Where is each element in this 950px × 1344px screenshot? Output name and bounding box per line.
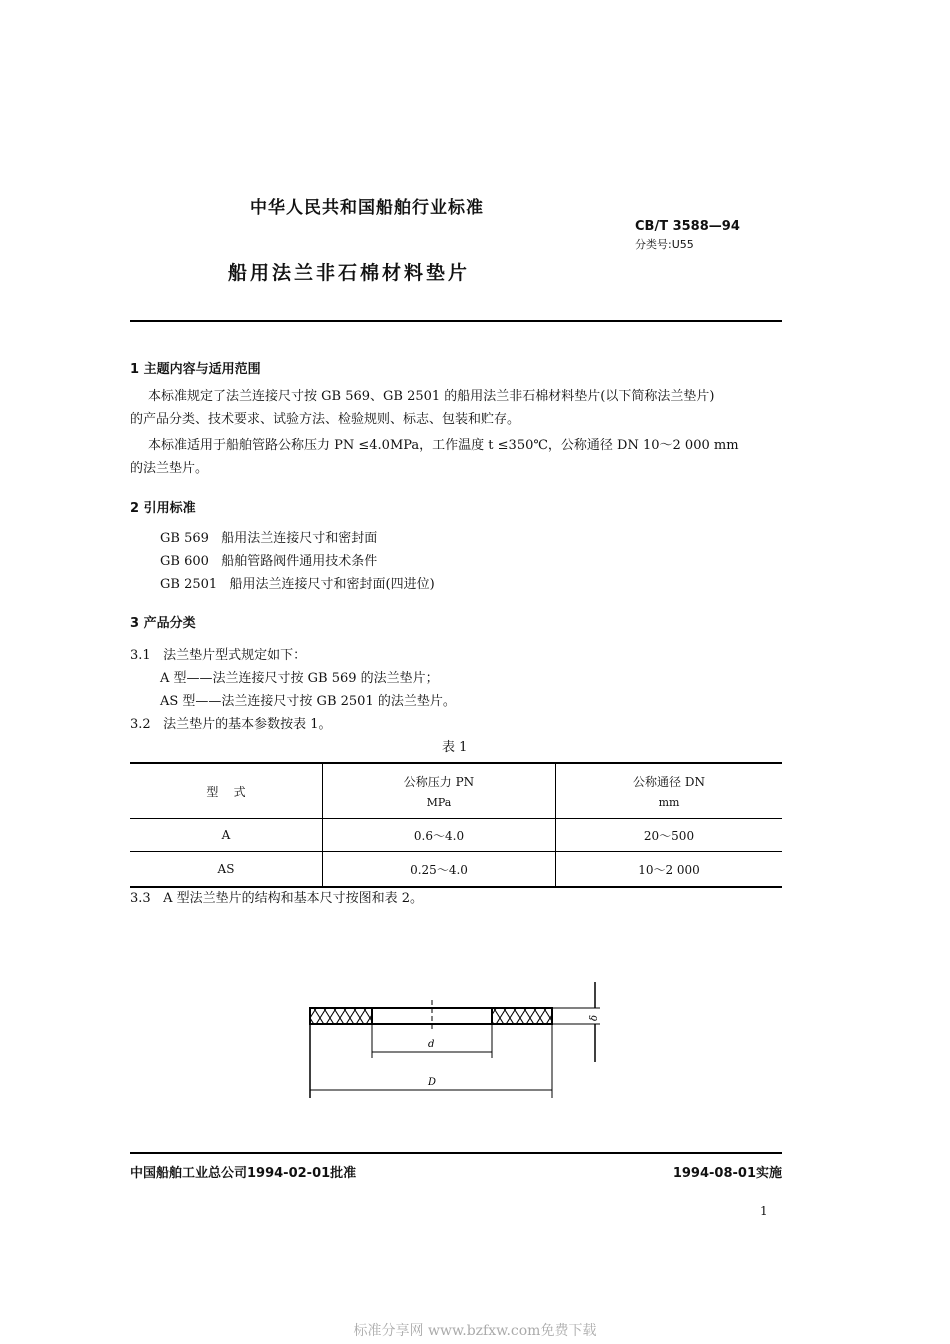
- table-row: [130, 852, 782, 888]
- row-as-type: AS: [130, 852, 323, 888]
- table-header-row: [130, 763, 782, 819]
- document-title: 船用法兰非石棉材料垫片: [228, 262, 471, 284]
- d-label: d: [428, 1039, 435, 1050]
- standard-code: CB/T 3588—94: [635, 219, 740, 234]
- header-pressure: [323, 763, 556, 819]
- clause-3-1: 3.1 法兰垫片型式规定如下：: [130, 648, 307, 663]
- clause-3-1-type-a: A 型——法兰连接尺寸按 GB 569 的法兰垫片；: [160, 671, 439, 686]
- reference-gb569: GB 569 船用法兰连接尺寸和密封面: [160, 531, 378, 546]
- org-title: 中华人民共和国船舶行业标准: [250, 198, 484, 218]
- section-1-para1-line2: 的产品分类、技术要求、试验方法、检验规则、标志、包装和贮存。: [130, 412, 521, 427]
- right-hatched-section: [492, 1008, 552, 1024]
- footer-rule: [130, 1152, 782, 1154]
- header-pressure-label: 公称压力 PN: [403, 775, 475, 789]
- section-1-heading: 1 主题内容与适用范围: [130, 362, 261, 377]
- page-number: 1: [760, 1204, 768, 1218]
- header-rule: [130, 320, 782, 322]
- left-hatched-section: [310, 1008, 372, 1024]
- clause-3-3: 3.3 A 型法兰垫片的结构和基本尺寸按图和表 2。: [130, 891, 423, 906]
- reference-gb600: GB 600 船舶管路阀件通用技术条件: [160, 554, 378, 569]
- watermark: 标准分享网 www.bzfxw.com免费下载: [353, 1323, 597, 1339]
- section-3-heading: 3 产品分类: [130, 616, 196, 631]
- row-a-pressure: 0.6～4.0: [323, 819, 556, 852]
- header-diameter: [556, 763, 783, 819]
- row-a-type: A: [130, 819, 323, 852]
- table-caption: 表 1: [442, 740, 468, 755]
- classification-code: 分类号:U55: [635, 238, 694, 251]
- reference-gb2501: GB 2501 船用法兰连接尺寸和密封面(四进位): [160, 577, 435, 592]
- section-1-para2-line1: 本标准适用于船舶管路公称压力 PN ≤4.0MPa，工作温度 t ≤350℃，公称通径 DN 10～2 000 mm: [148, 438, 739, 453]
- parameter-table: [130, 762, 782, 888]
- gasket-drawing: [290, 970, 620, 1110]
- approval-text: 中国船舶工业总公司1994-02-01批准: [130, 1166, 357, 1181]
- row-as-pressure: 0.25～4.0: [323, 852, 556, 888]
- header-diameter-unit: mm: [658, 796, 680, 809]
- row-as-diameter: 10～2 000: [556, 852, 783, 888]
- header-pressure-unit: MPa: [426, 796, 452, 809]
- row-a-diameter: 20～500: [556, 819, 783, 852]
- header-diameter-label: 公称通径 DN: [633, 775, 705, 789]
- clause-3-1-type-as: AS 型——法兰连接尺寸按 GB 2501 的法兰垫片。: [160, 694, 456, 709]
- section-1-para2-line2: 的法兰垫片。: [130, 461, 209, 476]
- section-1-para1-line1: 本标准规定了法兰连接尺寸按 GB 569、GB 2501 的船用法兰非石棉材料垫片(以下简称法兰垫片): [148, 389, 715, 404]
- implementation-text: 1994-08-01实施: [672, 1166, 782, 1181]
- table-row: [130, 819, 782, 852]
- clause-3-2: 3.2 法兰垫片的基本参数按表 1。: [130, 717, 332, 732]
- delta-label: δ: [589, 1014, 600, 1021]
- D-label: D: [428, 1077, 437, 1088]
- section-2-heading: 2 引用标准: [130, 501, 196, 516]
- header-type: 型 式: [130, 763, 323, 819]
